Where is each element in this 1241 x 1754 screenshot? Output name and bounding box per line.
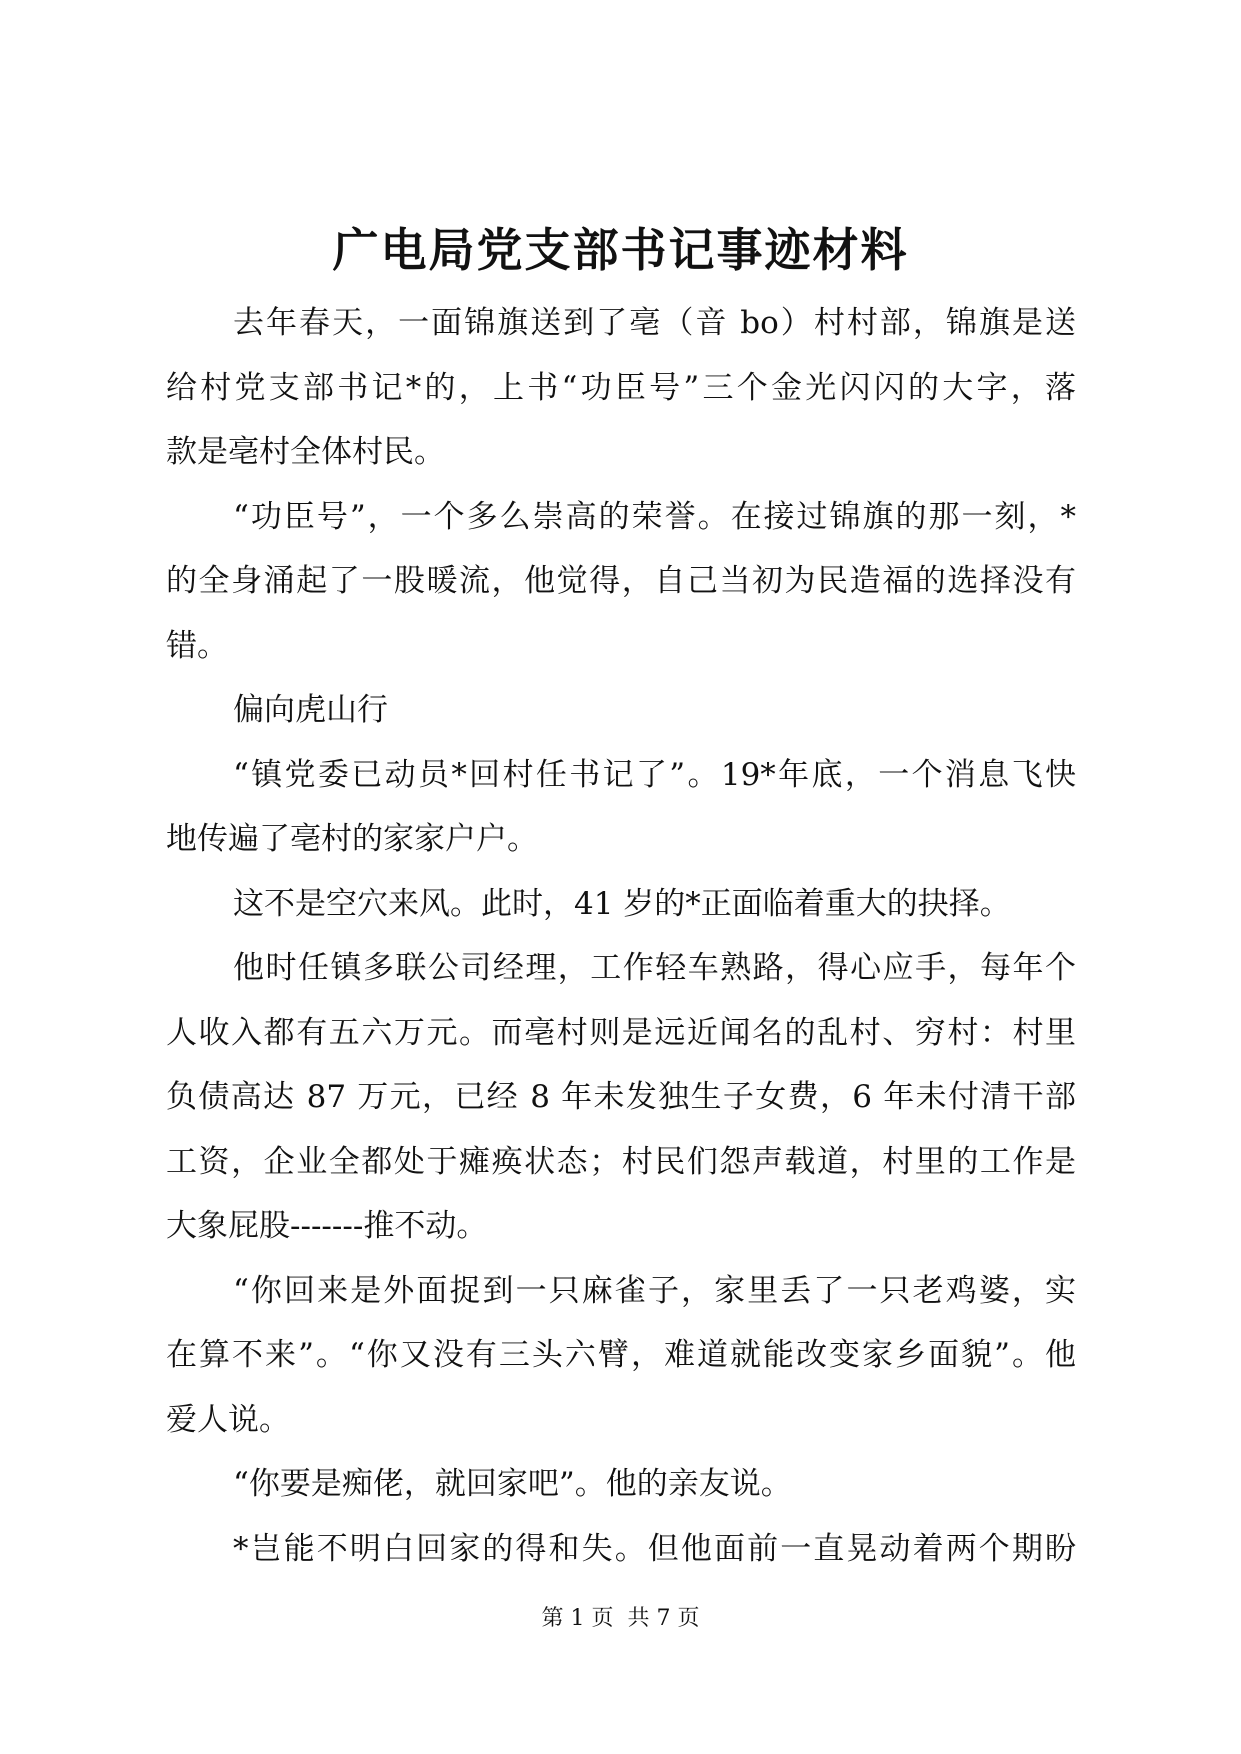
text-line: “镇党委已动员*回村任书记了”。19*年底，一个消息飞快 <box>233 756 1076 793</box>
text-line: 大象屁股-------推不动。 <box>166 1208 488 1244</box>
text-line: 的全身涌起了一股暖流，他觉得，自己当初为民造福的选择没有 <box>166 563 1076 599</box>
text-line: *岂能不明白回家的得和失。但他面前一直晃动着两个期盼 <box>233 1530 1076 1567</box>
page-number: 第 1 页 <box>541 1606 614 1631</box>
text-line: 给村党支部书记*的，上书“功臣号”三个金光闪闪的大字，落 <box>166 369 1076 406</box>
text-line: “功臣号”，一个多么崇高的荣誉。在接过锦旗的那一刻，* <box>233 498 1076 535</box>
document-body <box>166 291 1076 1581</box>
text-line: 他时任镇多联公司经理，工作轻车熟路，得心应手，每年个 <box>233 950 1076 986</box>
text-line: 地传遍了亳村的家家户户。 <box>166 821 538 857</box>
page-footer <box>0 1604 1241 1634</box>
text-line: 工资，企业全都处于瘫痪状态；村民们怨声载道，村里的工作是 <box>166 1143 1076 1180</box>
text-line: 去年春天，一面锦旗送到了亳（音 bo）村村部，锦旗是送 <box>233 305 1076 341</box>
text-line: 这不是空穴来风。此时，41 岁的*正面临着重大的抉择。 <box>233 885 1011 922</box>
text-line: 错。 <box>166 627 228 664</box>
text-line: 在算不来”。“你又没有三头六臂，难道就能改变家乡面貌”。他 <box>166 1337 1076 1373</box>
page-total: 共 7 页 <box>627 1606 700 1631</box>
text-line: 负债高达 87 万元，已经 8 年未发独生子女费，6 年未付清干部 <box>166 1079 1076 1115</box>
text-line: 爱人说。 <box>166 1401 290 1438</box>
text-line: 款是亳村全体村民。 <box>166 434 445 470</box>
section-heading: 偏向虎山行 <box>233 692 388 728</box>
text-line: “你要是痴佬，就回家吧”。他的亲友说。 <box>233 1466 792 1502</box>
document-title: 广电局党支部书记事迹材料 <box>332 223 909 277</box>
text-line: 人收入都有五六万元。而亳村则是远近闻名的乱村、穷村：村里 <box>166 1014 1076 1051</box>
text-line: “你回来是外面捉到一只麻雀子，家里丢了一只老鸡婆，实 <box>233 1272 1076 1309</box>
